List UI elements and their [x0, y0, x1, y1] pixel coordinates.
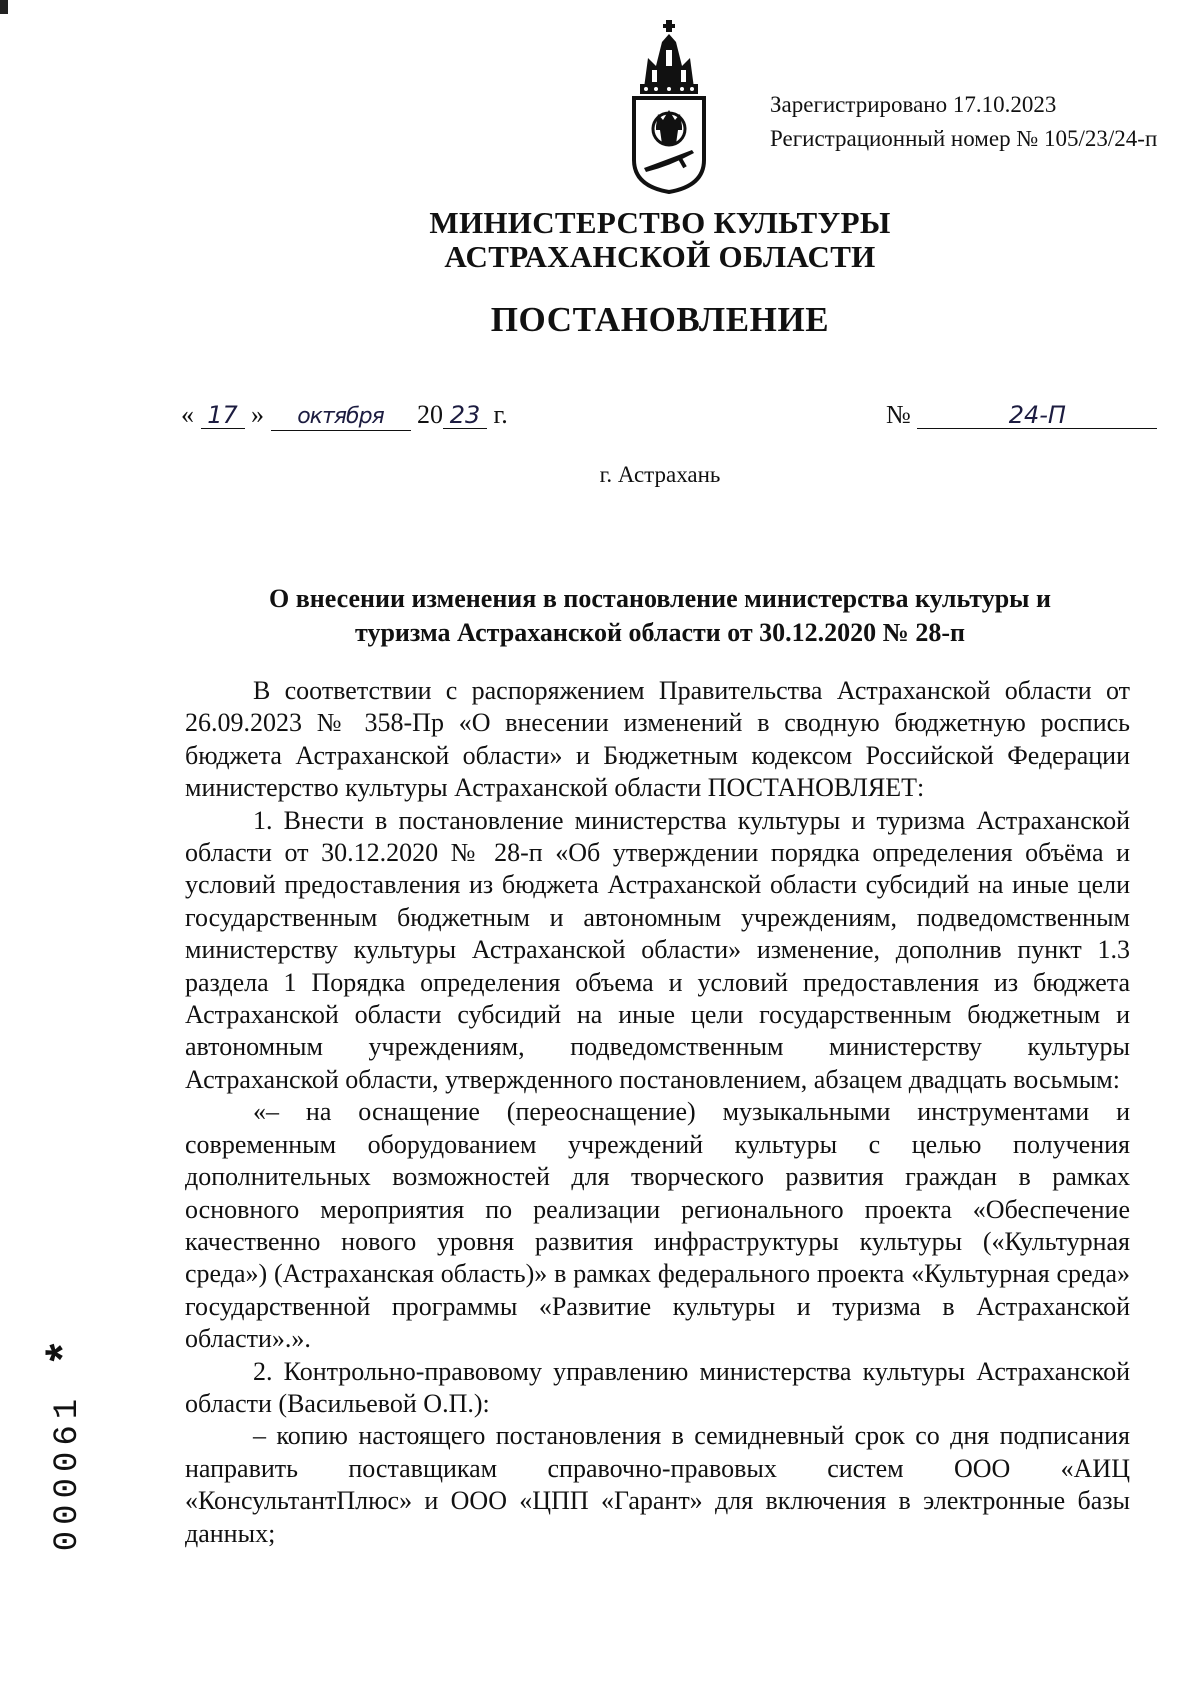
registration-date: Зарегистрировано 17.10.2023	[770, 92, 1057, 117]
body-paragraph: «– на оснащение (переоснащение) музыкальными инструментами и современным оборудованием учреждений культуры с целью получения дополнительных возможностей для творческого развития граждан в рамках основного мероприятия по реализации регионального проекта «Обеспечение качественно нового уровня развития инфраструктуры культуры («Культурная среда») (Астраханская область)» в рамках федерального проекта «Культурная среда» государственной программы «Развитие культуры и туризма в Астраханской области».».	[185, 1097, 1130, 1354]
body-paragraph: В соответствии с распоряжением Правительства Астраханской области от 26.09.2023 № 358-Пр «О внесении изменений в сводную бюджетную роспись бюджета Астраханской области» и Бюджетным кодексом Российской Федерации министерство культуры Астраханской области ПОСТАНОВЛЯЕТ:	[185, 676, 1130, 803]
ministry-title	[380, 206, 940, 274]
ministry-title-line2: АСТРАХАНСКОЙ ОБЛАСТИ	[444, 239, 876, 274]
document-city: г. Астрахань	[599, 462, 721, 487]
date-day: 17	[201, 402, 245, 429]
document-number	[886, 400, 1157, 430]
coat-of-arms-icon	[626, 18, 712, 194]
side-stamp	[32, 1330, 102, 1560]
date-year-unit: г.	[493, 400, 508, 429]
registration-number: Регистрационный номер № 105/23/24-п	[770, 126, 1158, 151]
document-body	[185, 675, 1130, 1550]
side-stamp-text	[41, 1339, 93, 1551]
date-year-suffix: 23	[443, 402, 487, 429]
body-paragraph: 2. Контрольно-правовому управлению министерства культуры Астраханской области (Васильевой О.П.):	[185, 1356, 1130, 1418]
date-open-quote: «	[181, 400, 194, 429]
number-value: 24-П	[917, 402, 1157, 429]
number-label: №	[886, 400, 911, 429]
document-subject	[190, 582, 1130, 650]
date-year-prefix: 20	[417, 400, 443, 429]
body-paragraph: 1. Внести в постановление министерства культуры и туризма Астраханской области от 30.12.2020 № 28-п «Об утверждении порядка определения объёма и условий предоставления из бюджета Астраханской области субсидий на иные цели государственным бюджетным и автономным учреждениям, подведомственным министерству культуры Астраханской области» изменение, дополнив пункт 1.3 раздела 1 Порядка определения объема и условий предоставления из бюджета Астраханской области субсидий на иные цели государственным бюджетным и автономным учреждениям, подведомственным министерству культуры Астраханской области, утвержденного постановлением, абзацем двадцать восьмым:	[185, 805, 1130, 1094]
subject-line2: туризма Астраханской области от 30.12.2020 № 28-п	[355, 618, 965, 647]
date-month: октября	[271, 404, 411, 431]
body-paragraph: – копию настоящего постановления в семидневный срок со дня подписания направить поставщикам справочно-правовых систем ООО «АИЦ «КонсультантПлюс» и ООО «ЦПП «Гарант» для включения в электронные базы данных;	[185, 1421, 1130, 1548]
document-type: ПОСТАНОВЛЕНИЕ	[490, 300, 830, 339]
document-date	[181, 400, 508, 431]
side-stamp-number: 000061	[48, 1392, 87, 1552]
scan-edge-mark	[0, 0, 8, 14]
side-stamp-star: *	[41, 1338, 93, 1367]
subject-line1: О внесении изменения в постановление министерства культуры и	[269, 584, 1051, 613]
ministry-title-line1: МИНИСТЕРСТВО КУЛЬТУРЫ	[429, 205, 891, 240]
registration-block	[770, 88, 1157, 156]
date-close-quote: »	[251, 400, 264, 429]
